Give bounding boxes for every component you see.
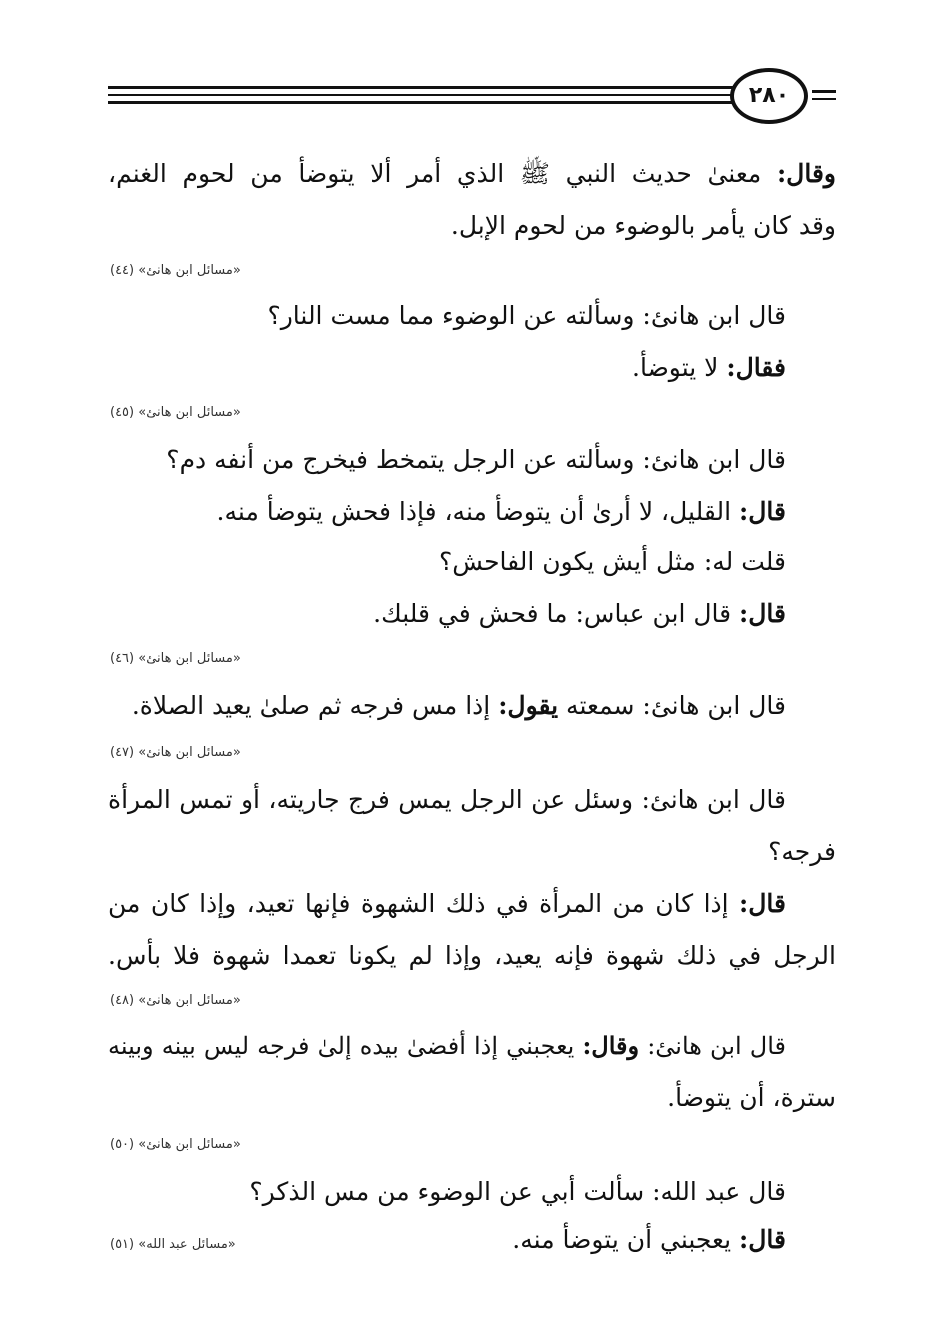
text-line xyxy=(512,1222,786,1258)
header-rule xyxy=(812,90,836,93)
page-header xyxy=(108,68,836,124)
source-citation: «مسائل ابن هانئ» (٤٦) xyxy=(110,651,241,666)
speaker-label: قال: xyxy=(739,1225,786,1254)
text-line xyxy=(108,938,836,974)
line-text: سترة، أن يتوضأ. xyxy=(667,1083,836,1112)
line-text: الرجل في ذلك شهوة فإنه يعيد، وإذا لم يكونا تعمدا شهوة فلا بأس. xyxy=(108,941,836,970)
speaker-label: وقال: xyxy=(582,1031,640,1060)
source-citation: «مسائل ابن هانئ» (٤٥) xyxy=(110,405,241,420)
line-text: قال ابن هانئ: وسئل عن الرجل يمس فرج جاريته، أو تمس المرأة xyxy=(108,785,786,814)
speaker-label: قال: xyxy=(739,889,786,918)
text-line xyxy=(217,494,786,530)
speaker-label: قال: xyxy=(739,497,786,526)
text-line xyxy=(439,544,786,580)
line-text: قال ابن هانئ: سمعته xyxy=(558,691,786,720)
speaker-label: وقال: xyxy=(776,159,836,188)
header-rule xyxy=(108,94,734,96)
text-line xyxy=(108,782,786,818)
line-text: القليل، لا أرىٰ أن يتوضأ منه، فإذا فحش يتوضأ منه. xyxy=(216,497,740,526)
line-text: إذا مس فرجه ثم صلىٰ يعيد الصلاة. xyxy=(131,691,499,720)
speaker-label: فقال: xyxy=(726,353,786,382)
line-text: قال ابن عباس: ما فحش في قلبك. xyxy=(373,599,740,628)
line-text: معنىٰ حديث النبي ﷺ الذي أمر ألا يتوضأ من لحوم الغنم، xyxy=(108,159,777,188)
source-citation: «مسائل ابن هانئ» (٤٧) xyxy=(110,745,241,760)
line-text: فرجه؟ xyxy=(768,837,836,866)
page-number: ٢٨٠ xyxy=(730,68,808,124)
speaker-label: يقول: xyxy=(498,691,559,720)
text-line xyxy=(108,886,786,922)
line-text: قال ابن هانئ: وسألته عن الوضوء مما مست النار؟ xyxy=(267,301,786,330)
speaker-label: قال: xyxy=(739,599,786,628)
line-text: قال ابن هانئ: وسألته عن الرجل يتمخط فيخرج من أنفه دم؟ xyxy=(166,445,786,474)
source-citation: «مسائل عبد الله» (٥١) xyxy=(110,1237,236,1252)
text-line xyxy=(768,834,836,870)
line-text: وقد كان يأمر بالوضوء من لحوم الإبل. xyxy=(450,211,836,240)
text-line xyxy=(451,208,836,244)
line-text: لا يتوضأ. xyxy=(632,353,727,382)
text-line xyxy=(108,156,836,192)
line-text: يعجبني أن يتوضأ منه. xyxy=(512,1225,740,1254)
text-line xyxy=(166,442,786,478)
text-line xyxy=(632,350,786,386)
text-line xyxy=(267,298,786,334)
line-text: قال عبد الله: سألت أبي عن الوضوء من مس الذكر؟ xyxy=(249,1177,786,1206)
header-rule xyxy=(812,98,836,100)
line-text: يعجبني إذا أفضىٰ بيده إلىٰ فرجه ليس بينه وبينه xyxy=(108,1032,583,1060)
header-rule xyxy=(108,101,734,104)
text-line xyxy=(132,688,786,724)
source-citation: «مسائل ابن هانئ» (٤٨) xyxy=(110,993,241,1008)
source-citation: «مسائل ابن هانئ» (٥٠) xyxy=(110,1137,241,1152)
header-rule xyxy=(108,86,734,89)
text-line xyxy=(373,596,786,632)
line-text: إذا كان من المرأة في ذلك الشهوة فإنها تعيد، وإذا كان من xyxy=(108,889,740,918)
text-line xyxy=(108,1028,786,1064)
line-text: قال ابن هانئ: xyxy=(639,1032,786,1060)
source-citation: «مسائل ابن هانئ» (٤٤) xyxy=(110,263,241,278)
text-line xyxy=(667,1080,836,1116)
line-text: قلت له: مثل أيش يكون الفاحش؟ xyxy=(438,547,786,576)
text-line xyxy=(249,1174,786,1210)
